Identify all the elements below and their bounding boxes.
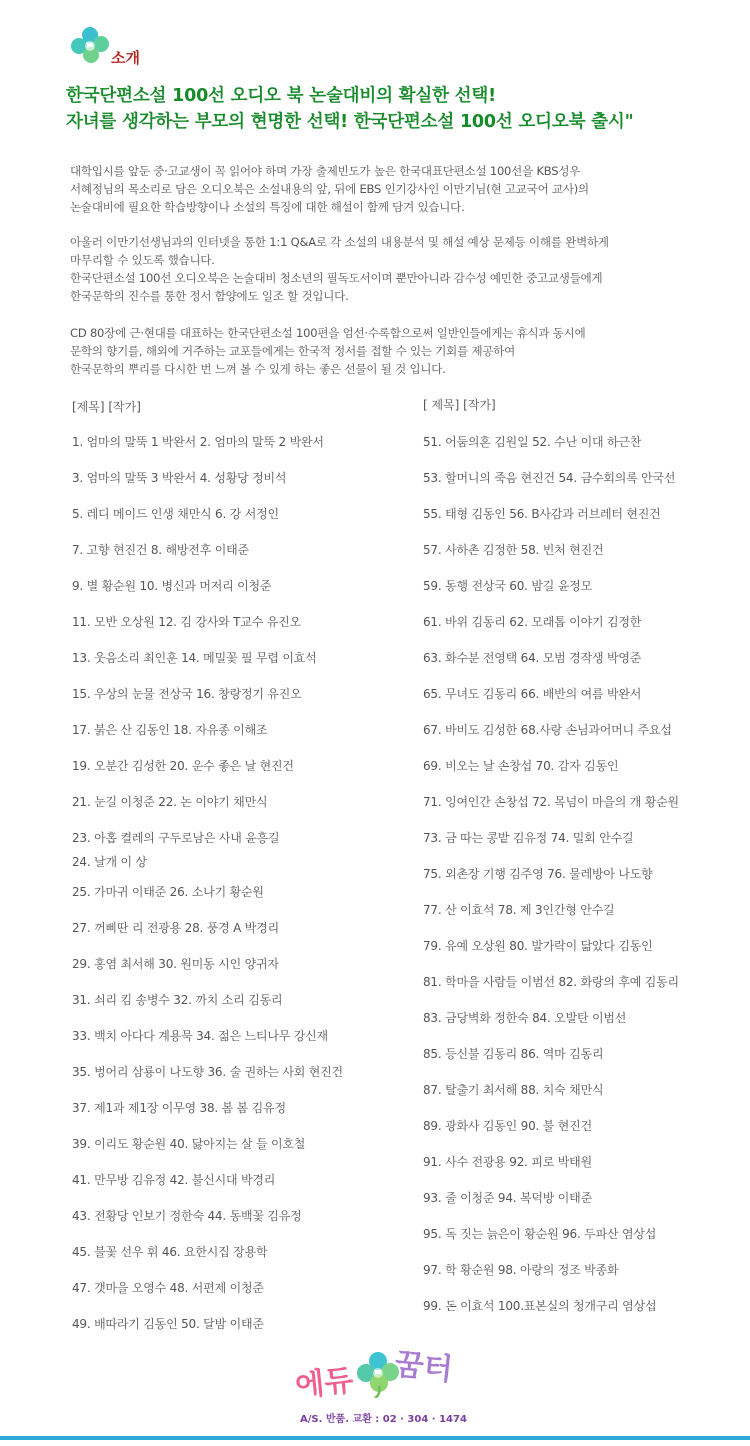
list-item: 65. 무녀도 김동리 66. 배반의 여름 박완서 xyxy=(423,687,642,701)
list-item: 9. 별 황순원 10. 병신과 머저리 이청준 xyxy=(72,579,272,593)
paragraph-line: 한국단편소설 100선 오디오북은 논술대비 청소년의 필독도서이며 뿐만아니라 감수성 예민한 중고교생들에게 xyxy=(70,271,603,285)
paragraph-line: CD 80장에 근·현대를 대표하는 한국단편소설 100편을 엄선·수록함으로써 일반인들에게는 휴식과 동시에 xyxy=(70,326,586,340)
paragraph-line: 마무리할 수 있도록 했습니다. xyxy=(70,253,215,267)
bottom-bar xyxy=(0,1436,750,1440)
list-header-right: [ 제목] [작가] xyxy=(423,398,496,412)
list-item: 27. 꺼삐딴 리 전광용 28. 풍경 A 박경리 xyxy=(72,921,279,935)
list-item: 71. 잉여인간 손창섭 72. 목넘이 마을의 개 황순원 xyxy=(423,795,679,809)
list-item: 3. 엄마의 말뚝 3 박완서 4. 성황당 정비석 xyxy=(72,471,287,485)
list-item: 41. 만무방 김유정 42. 불신시대 박경리 xyxy=(72,1173,276,1187)
list-item: 53. 할머니의 죽음 현진건 54. 금수회의록 안국선 xyxy=(423,471,676,485)
intro-paragraph-3 xyxy=(70,324,720,378)
list-item: 67. 바비도 김성한 68.사랑 손님과어머니 주요섭 xyxy=(423,723,672,737)
list-item: 99. 돈 이효석 100.표본실의 청개구리 염상섭 xyxy=(423,1299,657,1313)
list-item: 73. 금 따는 콩밭 김유정 74. 밀회 안수길 xyxy=(423,831,634,845)
list-item: 24. 날개 이 상 xyxy=(72,855,147,869)
section-title: 소개 xyxy=(111,49,140,67)
intro-paragraph-1 xyxy=(70,162,720,216)
list-item: 39. 이리도 황순원 40. 닳아지는 살 들 이호철 xyxy=(72,1137,306,1151)
list-item: 1. 엄마의 말뚝 1 박완서 2. 엄마의 말뚝 2 박완서 xyxy=(72,435,324,449)
list-item: 93. 줄 이청준 94. 복덕방 이태준 xyxy=(423,1191,592,1205)
list-item: 15. 우상의 눈물 전상국 16. 창랑정기 유진오 xyxy=(72,687,302,701)
list-item: 79. 유예 오상원 80. 발가락이 닮았다 김동인 xyxy=(423,939,653,953)
list-item: 87. 탈출기 최서해 88. 치숙 채만식 xyxy=(423,1083,604,1097)
list-item: 7. 고향 현진건 8. 해방전후 이태준 xyxy=(72,543,249,557)
list-item: 33. 백치 아다다 계용묵 34. 젊은 느티나무 강신재 xyxy=(72,1029,328,1043)
headline-line-2: 자녀를 생각하는 부모의 현명한 선택! 한국단편소설 100선 오디오북 출시" xyxy=(66,112,634,132)
list-item: 95. 독 짓는 늙은이 황순원 96. 두파산 염상섭 xyxy=(423,1227,657,1241)
list-item: 61. 바위 김동리 62. 모래톱 이야기 김정한 xyxy=(423,615,642,629)
list-item: 89. 광화사 김동인 90. 불 현진건 xyxy=(423,1119,592,1133)
clover-icon xyxy=(66,24,110,68)
list-item: 57. 사하촌 김정한 58. 빈처 현진건 xyxy=(423,543,604,557)
list-item: 51. 어둠의혼 김원일 52. 수난 이대 하근찬 xyxy=(423,435,642,449)
list-item: 77. 산 이효석 78. 제 3인간형 안수길 xyxy=(423,903,615,917)
logo-text-left: 에듀 xyxy=(293,1363,356,1404)
list-item: 83. 금당벽화 정한숙 84. 오발탄 이범선 xyxy=(423,1011,627,1025)
list-item: 21. 눈길 이청준 22. 논 이야기 채만식 xyxy=(72,795,268,809)
list-item: 91. 사수 전광용 92. 피로 박태원 xyxy=(423,1155,592,1169)
list-item: 25. 가마귀 이태준 26. 소나기 황순원 xyxy=(72,885,264,899)
list-item: 17. 붉은 산 김동인 18. 자유종 이해조 xyxy=(72,723,268,737)
list-item: 19. 오분간 김성한 20. 운수 좋은 날 현진건 xyxy=(72,759,294,773)
list-item: 45. 불꽃 선우 휘 46. 요한시집 장용학 xyxy=(72,1245,268,1259)
list-item: 81. 학마을 사람들 이범선 82. 화랑의 후예 김동리 xyxy=(423,975,679,989)
list-item: 43. 전황당 인보기 정한숙 44. 동백꽃 김유정 xyxy=(72,1209,302,1223)
contact-info: A/S. 반품. 교환 : 02 · 304 · 1474 xyxy=(300,1414,467,1425)
list-item: 23. 아홉 켤레의 구두로남은 사내 윤흥길 xyxy=(72,831,280,845)
paragraph-line: 대학입시를 앞둔 중·고교생이 꼭 읽어야 하며 가장 출제빈도가 높은 한국대표단편소설 100선을 KBS성우 xyxy=(70,164,581,178)
list-item: 97. 학 황순원 98. 아랑의 정조 박종화 xyxy=(423,1263,619,1277)
list-item: 13. 웃음소리 최인훈 14. 메밀꽃 필 무렵 이효석 xyxy=(72,651,317,665)
headline-line-1: 한국단편소설 100선 오디오 북 논술대비의 확실한 선택! xyxy=(66,86,496,106)
list-item: 69. 비오는 날 손창섭 70. 감자 김동인 xyxy=(423,759,619,773)
list-item: 29. 홍염 최서해 30. 원미동 시인 양귀자 xyxy=(72,957,279,971)
list-item: 75. 외촌장 기행 김주영 76. 물레방아 나도향 xyxy=(423,867,653,881)
list-item: 35. 벙어리 삼룡이 나도향 36. 술 권하는 사회 현진건 xyxy=(72,1065,343,1079)
list-item: 55. 태형 김동인 56. B사감과 러브레터 현진건 xyxy=(423,507,661,521)
paragraph-line: 서혜정님의 목소리로 담은 오디오북은 소설내용의 앞, 뒤에 EBS 인기강사인 이만기님(현 고교국어 교사)의 xyxy=(70,182,589,196)
list-item: 59. 동행 전상국 60. 밤길 윤정모 xyxy=(423,579,592,593)
paragraph-line: 문학의 향기를, 해외에 거주하는 교포들에게는 한국적 정서를 접할 수 있는 기회를 제공하여 xyxy=(70,344,516,358)
list-item: 47. 갯마을 오영수 48. 서편제 이청준 xyxy=(72,1281,264,1295)
list-item: 85. 등신불 김동리 86. 역마 김동리 xyxy=(423,1047,604,1061)
paragraph-line: 한국문학의 뿌리를 다시한 번 느껴 볼 수 있게 하는 좋은 선물이 될 것 입니다. xyxy=(70,362,446,376)
paragraph-line: 한국문학의 진수를 통한 정서 함양에도 일조 할 것입니다. xyxy=(70,289,349,303)
edu-kkumter-logo xyxy=(295,1340,465,1410)
intro-paragraph-2 xyxy=(70,233,720,305)
paragraph-line: 아울러 이만기선생님과의 인터넷을 통한 1:1 Q&A로 각 소설의 내용분석 및 해설 예상 문제등 이해를 완벽하게 xyxy=(70,235,609,249)
list-item: 49. 배따라기 김동인 50. 달밤 이태준 xyxy=(72,1317,264,1331)
list-header-left: [제목] [작가] xyxy=(72,400,141,414)
list-item: 5. 레디 메이드 인생 채만식 6. 강 서정인 xyxy=(72,507,279,521)
list-item: 37. 제1과 제1장 이무영 38. 봄 봄 김유정 xyxy=(72,1101,286,1115)
list-item: 11. 모반 오상원 12. 김 강사와 T교수 유진오 xyxy=(72,615,301,629)
list-item: 63. 화수분 전영택 64. 모범 경작생 박영준 xyxy=(423,651,642,665)
logo-text-right: 꿈터 xyxy=(392,1347,455,1388)
list-item: 31. 쇠리 킴 송병수 32. 까치 소리 김동리 xyxy=(72,993,283,1007)
headline xyxy=(66,83,746,135)
paragraph-line: 논술대비에 필요한 학습방향이나 소설의 특징에 대한 해설이 함께 담겨 있습니다. xyxy=(70,200,465,214)
